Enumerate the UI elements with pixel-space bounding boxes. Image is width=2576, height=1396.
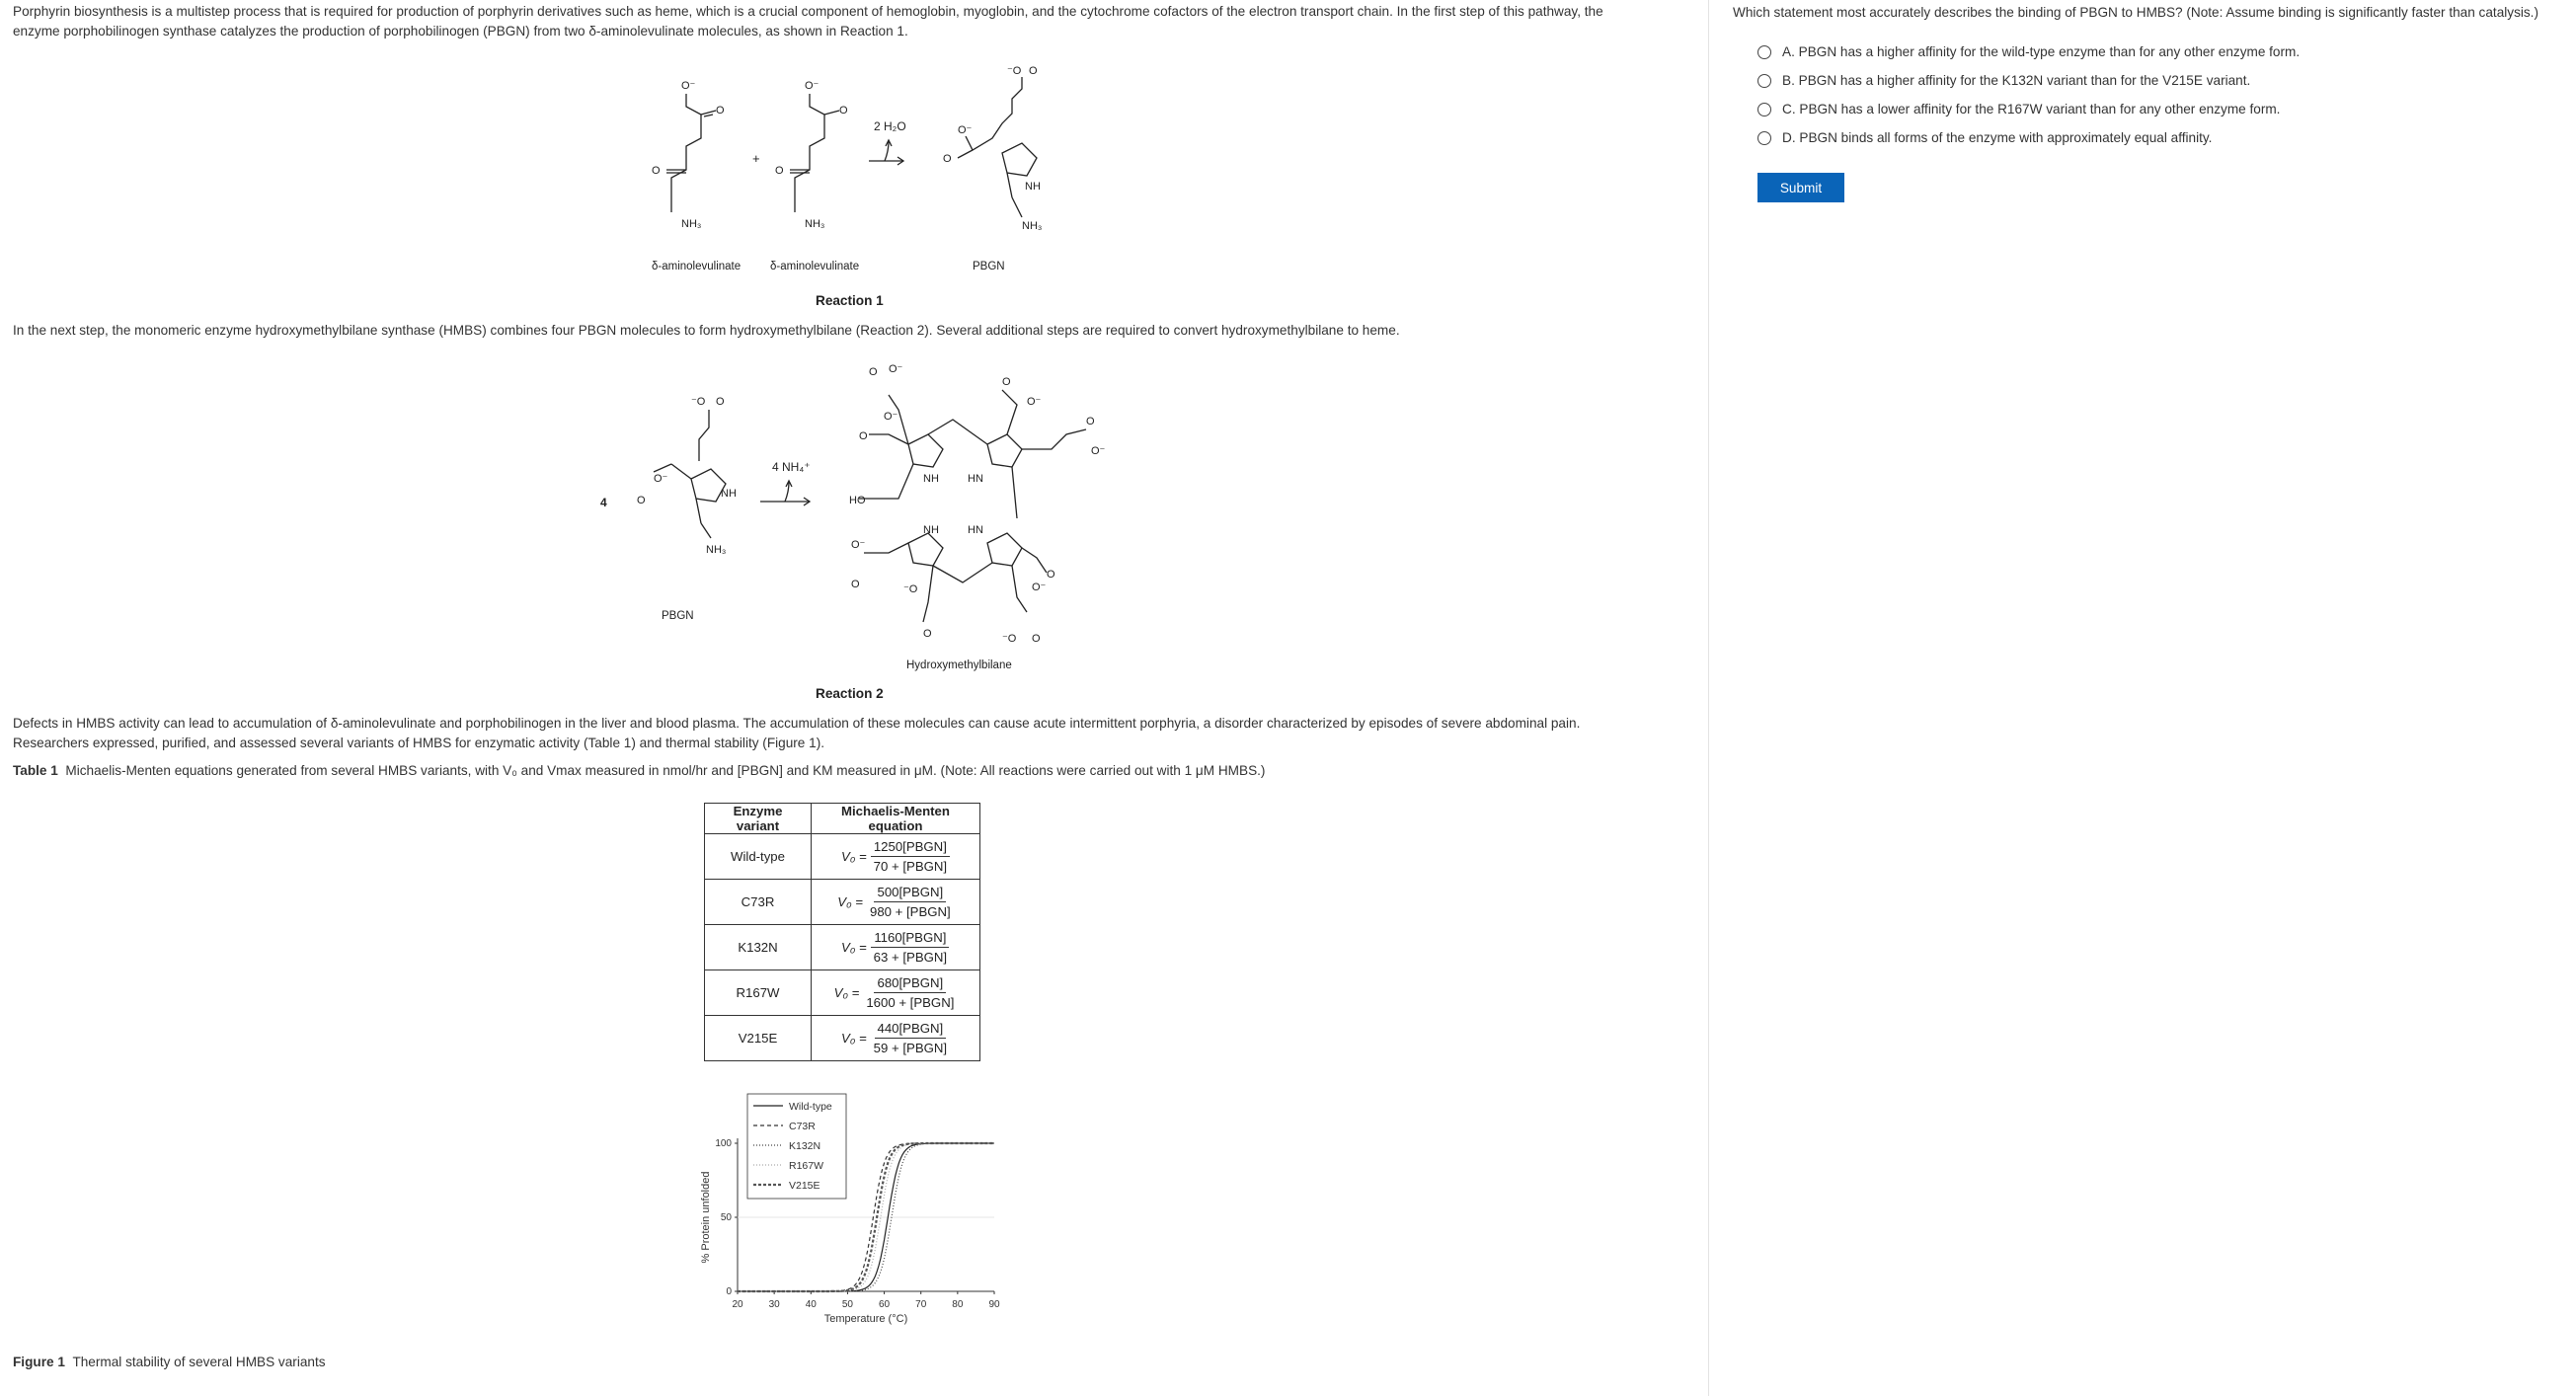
table-row xyxy=(705,1016,980,1061)
svg-text:O: O xyxy=(923,628,932,640)
svg-text:O⁻: O⁻ xyxy=(681,80,696,92)
reaction-1-label-2: δ-aminolevulinate xyxy=(770,261,860,272)
svg-text:O: O xyxy=(1047,569,1055,581)
svg-text:O: O xyxy=(839,105,848,116)
svg-text:O⁻: O⁻ xyxy=(654,473,668,485)
option-a-text: PBGN has a higher affinity for the wild-type enzyme than for any other enzyme form. xyxy=(1798,44,2301,59)
svg-text:O: O xyxy=(1086,416,1095,427)
equation-denominator: 59 + [PBGN] xyxy=(873,1041,948,1055)
legend-label: V215E xyxy=(789,1180,820,1192)
option-b-text: PBGN has a higher affinity for the K132N variant than for the V215E variant. xyxy=(1798,73,2251,88)
reaction-1-label-1: δ-aminolevulinate xyxy=(652,261,742,272)
option-d-text: PBGN binds all forms of the enzyme with approximately equal affinity. xyxy=(1799,130,2213,145)
reaction-2-title: Reaction 2 xyxy=(816,686,884,701)
intro-paragraph xyxy=(13,2,1691,41)
x-tick-label: 50 xyxy=(841,1299,853,1310)
option-d-letter: D. xyxy=(1782,130,1796,145)
intro-line-2: enzyme porphobilinogen synthase catalyzes the production of porphobilinogen (PBGN) from two δ-aminolevulinate molecules, as shown in Reaction 1. xyxy=(13,24,908,39)
svg-text:O: O xyxy=(1002,376,1011,388)
option-d[interactable] xyxy=(1757,130,2212,145)
x-tick-label: 40 xyxy=(805,1299,817,1310)
legend-label: K132N xyxy=(789,1140,821,1152)
y-tick-label: 100 xyxy=(715,1138,732,1149)
svg-text:O: O xyxy=(943,153,952,165)
svg-text:HO: HO xyxy=(849,495,866,506)
thermal-stability-chart xyxy=(691,1086,1017,1343)
option-c-text: PBGN has a lower affinity for the R167W variant than for any other enzyme form. xyxy=(1799,102,2281,116)
equation-cell xyxy=(812,1016,980,1061)
svg-text:NH₃: NH₃ xyxy=(805,218,825,230)
x-axis-label: Temperature (°C) xyxy=(823,1313,908,1325)
svg-text:NH₃: NH₃ xyxy=(706,544,727,556)
legend-label: Wild-type xyxy=(789,1101,832,1113)
reaction-2-scheme xyxy=(592,350,1126,681)
svg-text:O: O xyxy=(637,495,646,506)
variant-cell: Wild-type xyxy=(705,834,812,880)
x-tick-label: 20 xyxy=(732,1299,743,1310)
svg-text:NH: NH xyxy=(1025,181,1041,193)
y-tick-label: 50 xyxy=(720,1212,732,1223)
reaction-1-title: Reaction 1 xyxy=(816,293,884,308)
submit-button[interactable]: Submit xyxy=(1757,173,1844,202)
x-tick-label: 30 xyxy=(768,1299,780,1310)
table-row xyxy=(705,880,980,925)
option-d-radio[interactable] xyxy=(1757,131,1771,145)
svg-text:O: O xyxy=(652,165,661,177)
option-b-letter: B. xyxy=(1782,73,1795,88)
option-b-radio[interactable] xyxy=(1757,74,1771,88)
variant-cell: K132N xyxy=(705,925,812,970)
table-1-caption-text: Michaelis-Menten equations generated from several HMBS variants, with V₀ and Vmax measured in nmol/hr and [PBGN] and KM measured in μM. (Note: All reactions were carried out with 1 μM HMBS.) xyxy=(65,763,1266,778)
figure-1-caption-text: Thermal stability of several HMBS variants xyxy=(72,1355,326,1369)
svg-text:NH: NH xyxy=(721,488,737,500)
y-axis-label: % Protein unfolded xyxy=(700,1171,712,1264)
reaction-2-coefficient: 4 xyxy=(600,496,607,509)
svg-text:O: O xyxy=(775,165,784,177)
x-tick-label: 80 xyxy=(952,1299,964,1310)
variant-cell: C73R xyxy=(705,880,812,925)
x-tick-label: 70 xyxy=(915,1299,927,1310)
reaction-1-plus: + xyxy=(752,151,760,166)
equation-cell xyxy=(812,834,980,880)
equation-cell xyxy=(812,970,980,1016)
reaction-2-byproduct: 4 NH₄⁺ xyxy=(772,460,811,474)
svg-text:O: O xyxy=(1032,633,1041,645)
svg-text:O: O xyxy=(859,430,868,442)
svg-text:O⁻: O⁻ xyxy=(1027,396,1042,408)
v0-symbol: V₀ = xyxy=(840,940,867,955)
svg-text:O: O xyxy=(1029,65,1038,77)
table-header-row xyxy=(705,804,980,834)
v0-symbol: V₀ = xyxy=(840,849,867,864)
figure-1-caption-label: Figure 1 xyxy=(13,1355,65,1369)
svg-text:O⁻: O⁻ xyxy=(958,124,973,136)
svg-text:⁻O: ⁻O xyxy=(691,396,706,408)
svg-text:⁻O: ⁻O xyxy=(1007,65,1022,77)
x-tick-label: 60 xyxy=(879,1299,891,1310)
equation-numerator: 1250[PBGN] xyxy=(871,839,950,857)
v0-symbol: V₀ = xyxy=(837,894,863,909)
option-a-letter: A. xyxy=(1782,44,1795,59)
table-row xyxy=(705,970,980,1016)
equation-denominator: 63 + [PBGN] xyxy=(873,950,948,965)
header-mm-equation: Michaelis-Menten equation xyxy=(812,804,980,834)
option-b[interactable] xyxy=(1757,73,2250,88)
figure-1-caption xyxy=(13,1355,326,1369)
svg-text:O: O xyxy=(869,366,878,378)
equation-denominator: 980 + [PBGN] xyxy=(869,904,951,919)
svg-text:O: O xyxy=(716,396,725,408)
equation-numerator: 500[PBGN] xyxy=(874,885,946,902)
equation-numerator: 1160[PBGN] xyxy=(871,930,949,948)
svg-text:NH₃: NH₃ xyxy=(1022,220,1043,232)
v0-symbol: V₀ = xyxy=(840,1031,867,1046)
svg-text:O: O xyxy=(851,579,860,590)
option-a-radio[interactable] xyxy=(1757,45,1771,59)
option-a[interactable] xyxy=(1757,44,2300,59)
defects-paragraph xyxy=(13,714,1691,753)
equation-denominator: 1600 + [PBGN] xyxy=(866,995,955,1010)
reaction-2-label-product: Hydroxymethylbilane xyxy=(906,659,1012,671)
michaelis-menten-table xyxy=(704,803,980,1061)
table-row xyxy=(705,925,980,970)
svg-text:⁻O: ⁻O xyxy=(1002,633,1017,645)
option-c-radio[interactable] xyxy=(1757,103,1771,116)
v0-symbol: V₀ = xyxy=(833,985,860,1000)
reaction-1-reagent: 2 H₂O xyxy=(874,119,906,133)
svg-text:NH₃: NH₃ xyxy=(681,218,702,230)
question-stem: Which statement most accurately describes the binding of PBGN to HMBS? (Note: Assume binding is significantly faster than catalysis.) xyxy=(1733,5,2538,20)
table-1-caption xyxy=(13,763,1265,778)
svg-text:O⁻: O⁻ xyxy=(1091,445,1106,457)
variant-cell: R167W xyxy=(705,970,812,1016)
svg-text:O⁻: O⁻ xyxy=(1032,582,1047,593)
table-row xyxy=(705,834,980,880)
svg-text:HN: HN xyxy=(968,473,983,485)
equation-denominator: 70 + [PBGN] xyxy=(873,859,948,874)
reaction-2-label-pbgn: PBGN xyxy=(662,610,694,622)
option-c-letter: C. xyxy=(1782,102,1796,116)
y-tick-label: 0 xyxy=(726,1286,732,1297)
svg-text:O⁻: O⁻ xyxy=(851,539,866,551)
svg-text:NH: NH xyxy=(923,473,939,485)
svg-text:O: O xyxy=(716,105,725,116)
equation-numerator: 680[PBGN] xyxy=(874,975,946,993)
reaction-1-scheme xyxy=(632,59,1106,286)
svg-text:O⁻: O⁻ xyxy=(805,80,820,92)
defects-line-2: Researchers expressed, purified, and assessed several variants of HMBS for enzymatic activity (Table 1) and thermal stability (Figure 1). xyxy=(13,736,825,750)
table-1-caption-label: Table 1 xyxy=(13,763,58,778)
reaction-1-label-3: PBGN xyxy=(973,261,1005,272)
svg-text:O⁻: O⁻ xyxy=(884,411,898,423)
option-c[interactable] xyxy=(1757,102,2280,116)
legend-label: R167W xyxy=(789,1160,824,1172)
svg-text:⁻O: ⁻O xyxy=(903,583,918,595)
header-enzyme-variant: Enzyme variant xyxy=(705,804,812,834)
intro-line-1: Porphyrin biosynthesis is a multistep process that is required for production of porphyrin derivatives such as heme, which is a crucial component of hemoglobin, myoglobin, and the cytochrome cofactors of the electron transport chain. In the first step of this pathway, the xyxy=(13,4,1603,19)
equation-numerator: 440[PBGN] xyxy=(875,1021,947,1039)
svg-text:NH: NH xyxy=(923,524,939,536)
equation-cell xyxy=(812,925,980,970)
next-step-paragraph: In the next step, the monomeric enzyme hydroxymethylbilane synthase (HMBS) combines four PBGN molecules to form hydroxymethylbilane (Reaction 2). Several additional steps are required to convert hydroxymethylbilane to heme. xyxy=(13,323,1400,338)
variant-cell: V215E xyxy=(705,1016,812,1061)
legend-label: C73R xyxy=(789,1121,816,1132)
equation-cell xyxy=(812,880,980,925)
x-tick-label: 90 xyxy=(988,1299,1000,1310)
defects-line-1: Defects in HMBS activity can lead to accumulation of δ-aminolevulinate and porphobilinogen in the liver and blood plasma. The accumulation of these molecules can cause acute intermittent porphyria, a disorder characterized by episodes of severe abdominal pain. xyxy=(13,716,1581,731)
svg-text:HN: HN xyxy=(968,524,983,536)
svg-text:O⁻: O⁻ xyxy=(889,363,903,375)
question-pane xyxy=(1709,0,2576,1396)
